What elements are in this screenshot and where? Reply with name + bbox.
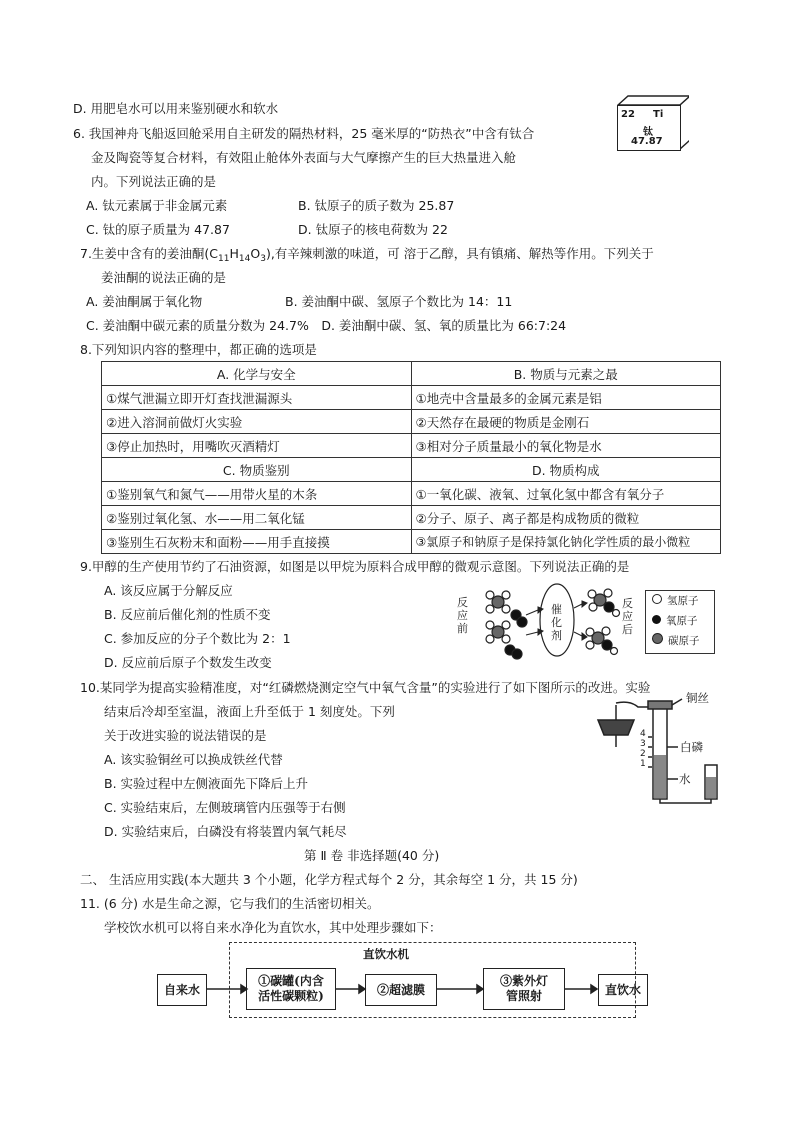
flow-arrows (205, 980, 605, 1000)
q9-option-a: A. 该反应属于分解反应 (104, 583, 233, 598)
scale-3: 3 (640, 739, 646, 749)
q7-sub-o: 3 (260, 254, 266, 264)
table-cell-b2: ②天然存在最硬的物质是金刚石 (411, 410, 721, 434)
table-cell-a2: ②进入溶洞前做灯火实验 (102, 410, 412, 434)
table-cell-b1: ①地壳中含量最多的金属元素是铝 (411, 386, 721, 410)
q11-flow-intro: 学校饮水机可以将自来水净化为直饮水，其中处理步骤如下： (104, 920, 442, 935)
atom-legend (645, 590, 715, 654)
q6-stem-line1: 6. 我国神舟飞船返回舱采用自主研发的隔热材料，25 毫米厚的“防热衣”中含有钛合 (73, 126, 535, 141)
table-cell-a3: ③停止加热时，用嘴吹灭酒精灯 (102, 434, 412, 458)
q10-option-c: C. 实验结束后，左侧玻璃管内压强等于右侧 (104, 800, 346, 815)
label-copper-wire: 铜丝 (686, 691, 709, 705)
flow-tap-water: 自来水 (157, 974, 207, 1006)
legend-oxygen (646, 611, 714, 631)
q7-options-cd: C. 姜油酮中碳元素的质量分数为 24.7% D. 姜油酮中碳、氢、氧的质量比为 66:7:24 (86, 318, 567, 333)
table-cell-a1: ①煤气泄漏立即开灯查找泄漏源头 (102, 386, 412, 410)
legend-carbon (646, 631, 714, 651)
q7-stem-line1 (80, 245, 654, 268)
scale-2: 2 (640, 749, 646, 759)
q10-option-a: A. 该实验铜丝可以换成铁丝代替 (104, 752, 283, 767)
q7-option-a: A. 姜油酮属于氧化物 (86, 294, 203, 309)
q10-stem-line2: 结束后冷却至室温，液面上升至低于 1 刻度处。下列 (104, 704, 395, 719)
q6-option-b: B. 钛原子的质子数为 25.87 (298, 198, 455, 213)
table-cell-b3: ③相对分子质量最小的氧化物是水 (411, 434, 721, 458)
element-name: 钛 (643, 127, 653, 138)
part-two-heading: 第 Ⅱ 卷 非选择题(40 分) (304, 848, 440, 863)
scale-4: 4 (640, 729, 646, 739)
legend-hydrogen-label: 氢原子 (667, 595, 699, 607)
q7-sub-h: 14 (238, 254, 251, 264)
table-cell-c3: ③鉴别生石灰粉末和面粉——用手直接摸 (102, 530, 412, 554)
water-machine-label: 直饮水机 (363, 947, 409, 961)
q10-stem-line3: 关于改进实验的说法错误的是 (104, 728, 267, 743)
atomic-number: 22 (621, 109, 635, 120)
label-white-phosphorus: 白磷 (680, 740, 703, 754)
flow-step-uv-lamp: ③紫外灯 管照射 (483, 968, 565, 1010)
q7-stem-line2: 姜油酮的说法正确的是 (101, 270, 227, 285)
table-cell-d2: ②分子、原子、离子都是构成物质的微粒 (411, 506, 721, 530)
q6-stem-line3: 内。下列说法正确的是 (91, 174, 217, 189)
element-symbol: Ti (653, 109, 664, 120)
q10-option-b: B. 实验过程中左侧液面先下降后上升 (104, 776, 309, 791)
legend-hydrogen (646, 591, 714, 611)
atomic-mass: 47.87 (631, 136, 663, 147)
q10-option-d: D. 实验结束后，白磷没有将装置内氧气耗尽 (104, 824, 347, 839)
flow-step-carbon-tank: ①碳罐(内含 活性碳颗粒) (246, 968, 336, 1010)
phosphorus-apparatus-diagram (590, 695, 730, 805)
table-cell-d3: ③氯原子和钠原子是保持氯化钠化学性质的最小微粒 (411, 530, 721, 554)
scale-1: 1 (640, 759, 646, 769)
q9-stem: 9.甲醇的生产使用节约了石油资源，如图是以甲烷为原料合成甲醇的微观示意图。下列说法正确的是 (80, 559, 630, 574)
titanium-element-tile (617, 95, 681, 151)
q6-stem-line2: 金及陶瓷等复合材料，有效阻止舱体外表面与大气摩擦产生的巨大热量进入舱 (91, 150, 517, 165)
table-head-d: D. 物质构成 (411, 458, 721, 482)
q7-sub-c: 11 (218, 254, 230, 264)
label-catalyst: 催 化 剂 (551, 603, 562, 642)
flow-step-ultrafiltration: ②超滤膜 (365, 974, 437, 1006)
q7-option-b: B. 姜油酮中碳、氢原子个数比为 14：11 (285, 294, 513, 309)
q6-option-c: C. 钛的原子质量为 47.87 (86, 222, 230, 237)
label-before-reaction: 反 应 前 (457, 596, 468, 635)
q5-option-d: D. 用肥皂水可以用来鉴别硬水和软水 (73, 101, 279, 116)
q9-option-b: B. 反应前后催化剂的性质不变 (104, 607, 271, 622)
table-head-a: A. 化学与安全 (102, 362, 412, 386)
legend-carbon-label: 碳原子 (668, 635, 700, 647)
q9-option-c: C. 参加反应的分子个数比为 2：1 (104, 631, 291, 646)
table-head-c: C. 物质鉴别 (102, 458, 412, 482)
table-cell-c1: ①鉴别氧气和氮气——用带火星的木条 (102, 482, 412, 506)
q6-option-d: D. 钛原子的核电荷数为 22 (298, 222, 448, 237)
section-two-heading: 二、 生活应用实践(本大题共 3 个小题，化学方程式每个 2 分，其余每空 1 分，共 15 分) (80, 872, 578, 887)
q10-stem-line1: 10.某同学为提高实验精准度，对“红磷燃烧测定空气中氧气含量”的实验进行了如下图所示的改进。实验 (80, 680, 651, 695)
label-water: 水 (679, 772, 691, 786)
q7-formula-h: H (229, 246, 239, 261)
q9-option-d: D. 反应前后原子个数发生改变 (104, 655, 272, 670)
legend-oxygen-label: 氧原子 (666, 615, 698, 627)
q7-stem-rest: ),有辛辣刺激的味道，可 溶于乙醇，具有镇痛、解热等作用。下列关于 (265, 246, 654, 261)
scale-labels (640, 729, 646, 769)
table-cell-c2: ②鉴别过氧化氢、水——用二氧化锰 (102, 506, 412, 530)
flow-direct-drink-water: 直饮水 (598, 974, 648, 1006)
q8-stem: 8.下列知识内容的整理中，都正确的选项是 (80, 342, 317, 357)
table-cell-d1: ①一氧化碳、液氧、过氧化氢中都含有氧分子 (411, 482, 721, 506)
table-head-b: B. 物质与元素之最 (411, 362, 721, 386)
q6-option-a: A. 钛元素属于非金属元素 (86, 198, 228, 213)
q7-formula-prefix: 7.生姜中含有的姜油酮(C (80, 246, 219, 261)
q7-formula-o: O (250, 246, 261, 261)
q11-stem: 11. (6 分) 水是生命之源，它与我们的生活密切相关。 (80, 896, 380, 911)
label-after-reaction: 反 应 后 (622, 597, 633, 636)
q8-knowledge-table (101, 361, 721, 554)
